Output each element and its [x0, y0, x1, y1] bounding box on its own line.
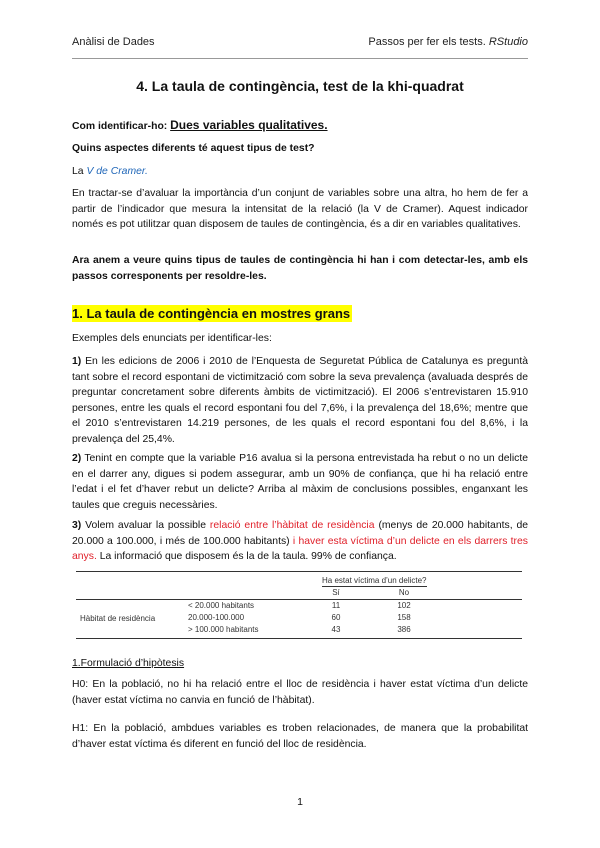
page-title: 4. La taula de contingència, test de la khi-quadrat — [136, 78, 464, 94]
table-cell-no: 158 — [397, 613, 411, 622]
example-3-number: 3) — [72, 520, 82, 531]
example-2 — [72, 451, 528, 513]
identify-label: Com identificar-ho: — [72, 121, 168, 132]
header-right-text: Passos per fer els tests. — [368, 36, 486, 48]
header-divider — [72, 58, 528, 59]
table-cell-si: 11 — [331, 601, 341, 610]
example-3-part1: Volem avaluar la possible — [85, 520, 207, 531]
table-col-si: Sí — [332, 588, 340, 597]
identify-value: Dues variables qualitatives. — [170, 118, 328, 132]
table-cell-category: > 100.000 habitants — [188, 625, 259, 634]
identify-line — [72, 118, 528, 135]
table-cell-si: 60 — [331, 613, 341, 622]
examples-intro: Exemples dels enunciats per identificar-les: — [72, 333, 272, 344]
page-number: 1 — [297, 796, 303, 808]
intro-paragraph: En tractar-se d’avaluar la importància d’un conjunt de variables sobre una altra, ho hem de fer a partir de l’indicador que mesura la intensitat de la relació (la V de Cramer). Aquest indicador només es pot utilitzar quan disposem de taules de contingència, és a dir en variables qualitatives. — [72, 188, 528, 231]
example-2-text: Tenint en compte que la variable P16 avalua si la persona entrevistada ha rebut o no un delicte en el darrer any, digues si podem assegurar, amb un 90% de confiança, que hi ha relació entre l’edat i el fet d’haver rebut un delicte? Arriba al màxim de conclusions possibles, enganxant les taules que creguis necessàries. — [72, 453, 528, 511]
doc-header-left: Anàlisi de Dades — [72, 36, 155, 48]
question-heading: Quins aspectes diferents té aquest tipus de test? — [72, 143, 315, 154]
hypothesis-h0: H0: En la població, no hi ha relació entre el lloc de residència i haver estat víctima d’un delicte (haver estat víctima no canvia en funció de l’hàbitat). — [72, 679, 528, 706]
cramer-prefix: La — [72, 166, 84, 177]
hypothesis-h1: H1: En la població, ambdues variables es troben relacionades, de manera que la probabilitat d’haver estat víctima és diferent en funció del lloc de residència. — [72, 723, 528, 750]
header-right-italic: RStudio — [488, 36, 528, 48]
table-cell-category: 20.000-100.000 — [188, 613, 245, 622]
section-1-heading: 1. La taula de contingència en mostres grans — [72, 306, 351, 321]
table-header — [302, 572, 438, 588]
example-1 — [72, 354, 528, 448]
formulation-heading: 1.Formulació d’hipòtesis — [72, 658, 185, 669]
lead-paragraph: Ara anem a veure quins tipus de taules de contingència hi han i com detectar-les, amb els passos corresponents per resoldre-les. — [72, 255, 528, 282]
table-cell-category: < 20.000 habitants — [188, 601, 255, 610]
table-cell-si: 43 — [331, 625, 341, 634]
example-3-part2: (menys de 20.000 habitants, de 20.000 a 100.000, i més de 100.000 habitants) — [72, 520, 529, 547]
example-3 — [72, 518, 528, 565]
table-cell-no: 386 — [397, 625, 411, 634]
example-1-number: 1) — [72, 356, 82, 367]
table-header-text: Ha estat víctima d’un delicte? — [322, 576, 427, 585]
cramer-link: V de Cramer. — [86, 166, 148, 177]
table-row — [76, 600, 522, 613]
example-3-part3: La informació que disposem és la de la taula. 99% de confiança. — [99, 551, 397, 563]
table-row-label: Hàbitat de residència — [80, 614, 156, 623]
doc-header-right — [368, 36, 528, 48]
table-cell-no: 102 — [397, 601, 411, 610]
example-3-red1: relació entre l’hàbitat de residència — [209, 520, 375, 531]
example-3-red2: i haver esta víctima d’un delicte en els darrers tres anys. — [72, 535, 528, 563]
cramer-line — [72, 164, 528, 180]
example-2-number: 2) — [72, 453, 82, 464]
table-col-no: No — [398, 588, 410, 597]
example-1-text: En les edicions de 2006 i 2010 de l’Enquesta de Seguretat Pública de Catalunya es preguntà tant sobre el record espontani de victimització com sobre la seva prevalença (avaluada després de preguntar concretament sobre diferents àmbits de victimització). El 2006 s’entrevistaren 15.910 persones, entre les quals el record espontani fou del 7,6%, i la prevalença del 18,6%; mentre que el 2010 s’entrevistaren 14.219 persones, de les quals el record espontani fou del 8,6%, i la prevalença del 25,4%. — [72, 356, 528, 445]
contingency-table — [76, 571, 522, 639]
